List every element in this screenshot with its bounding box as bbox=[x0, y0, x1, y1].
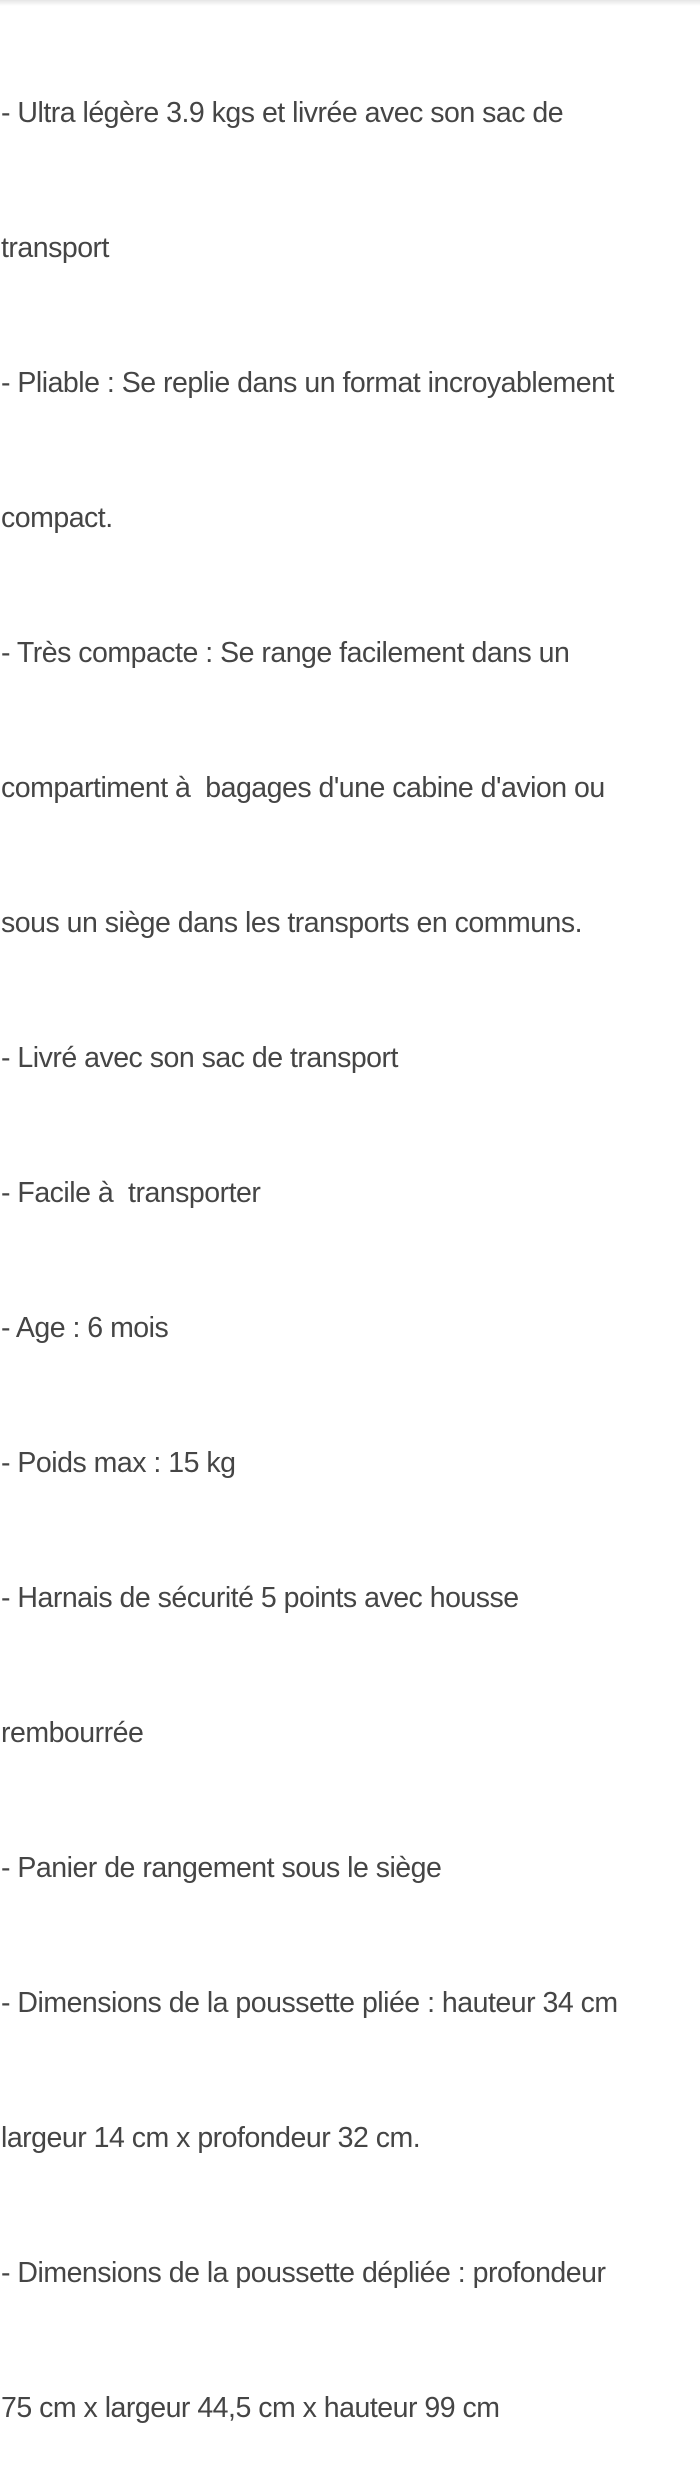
description-line: 75 cm x largeur 44,5 cm x hauteur 99 cm bbox=[1, 2392, 500, 2424]
description-line: - Pliable : Se replie dans un format incroyablement bbox=[1, 367, 614, 399]
description-line: sous un siège dans les transports en communs. bbox=[1, 907, 583, 939]
description-line: - Poids max : 15 kg bbox=[1, 1447, 236, 1479]
description-line: - Panier de rangement sous le siège bbox=[1, 1852, 442, 1884]
description-line: - Dimensions de la poussette dépliée : profondeur bbox=[1, 2257, 606, 2289]
description-line: largeur 14 cm x profondeur 32 cm. bbox=[1, 2122, 421, 2154]
description-line: - Dimensions de la poussette pliée : hauteur 34 cm bbox=[1, 1987, 618, 2019]
description-line: - Ultra légère 3.9 kgs et livrée avec son sac de bbox=[1, 97, 564, 129]
description-line: compartiment à bagages d'une cabine d'avion ou bbox=[1, 772, 605, 804]
product-description bbox=[1, 1, 699, 2476]
description-line: - Très compacte : Se range facilement dans un bbox=[1, 637, 570, 669]
description-line: - Facile à transporter bbox=[1, 1177, 261, 1209]
description-line: transport bbox=[1, 232, 109, 264]
description-line: rembourrée bbox=[1, 1717, 144, 1749]
description-line: - Livré avec son sac de transport bbox=[1, 1042, 398, 1074]
description-line: compact. bbox=[1, 502, 113, 534]
description-line: - Harnais de sécurité 5 points avec housse bbox=[1, 1582, 519, 1614]
description-line: - Age : 6 mois bbox=[1, 1312, 169, 1344]
